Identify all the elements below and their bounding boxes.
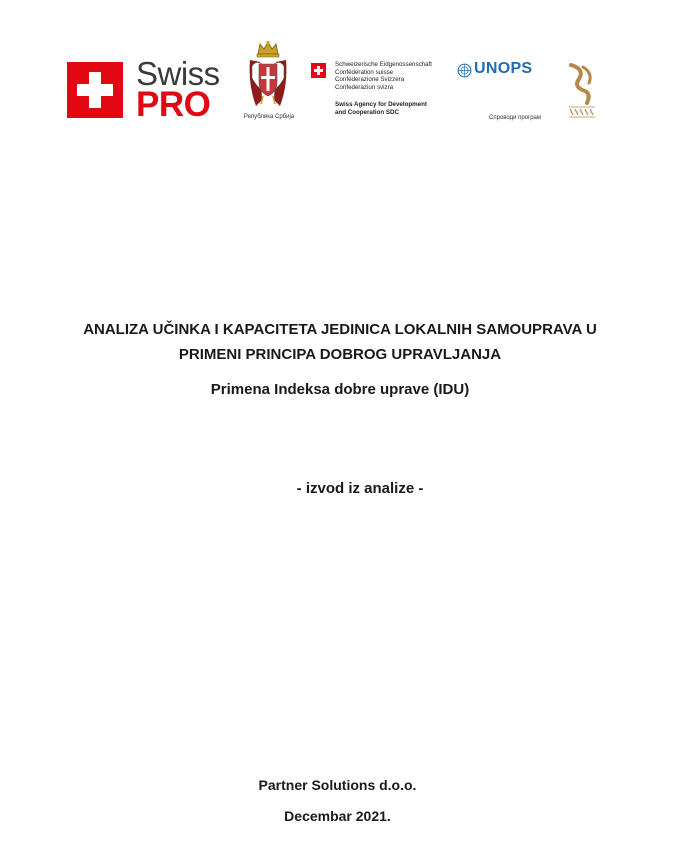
sdc-line-french: Confédération suisse (335, 68, 394, 76)
document-author-company: Partner Solutions d.o.o. (258, 777, 417, 793)
un-emblem-icon (457, 63, 472, 78)
document-subtitle: Primena Indeksa dobre uprave (IDU) (210, 381, 470, 398)
document-title-line1: ANALIZA UČINKA I KAPACITETA JEDINICA LOKALNIH SAMOUPRAVA U (83, 321, 597, 338)
sdc-agency-line1: Swiss Agency for Development (335, 101, 427, 108)
sdc-line-romansh: Confederaziun svizra (335, 83, 394, 91)
swiss-pro-logo-line1: Swiss (136, 55, 220, 92)
sdc-line-italian: Confederazione Svizzera (335, 76, 405, 84)
document-excerpt-label: - izvod iz analize - (296, 480, 424, 497)
sdc-confederation-names (335, 61, 432, 91)
swiss-pro-logo-line2: PRO (136, 85, 211, 124)
unops-caption: Спроводи програм (489, 115, 542, 121)
serbia-coat-of-arms-icon (246, 40, 290, 112)
sdc-line-german: Schweizerische Eidgenossenschaft (335, 61, 432, 68)
serbia-caption: Република Србија (243, 114, 295, 120)
sdc-agency-line2: and Cooperation SDC (335, 108, 399, 116)
sdc-agency-name (335, 101, 427, 116)
skgo-logo-icon (567, 61, 597, 119)
swiss-confederation-flag-icon (311, 63, 326, 78)
swiss-pro-flag-icon (67, 62, 123, 118)
document-date: Decembar 2021. (284, 808, 391, 824)
unops-logo-text: UNOPS (474, 60, 533, 77)
document-title-line2: PRIMENI PRINCIPA DOBROG UPRAVLJANJA (178, 346, 502, 363)
